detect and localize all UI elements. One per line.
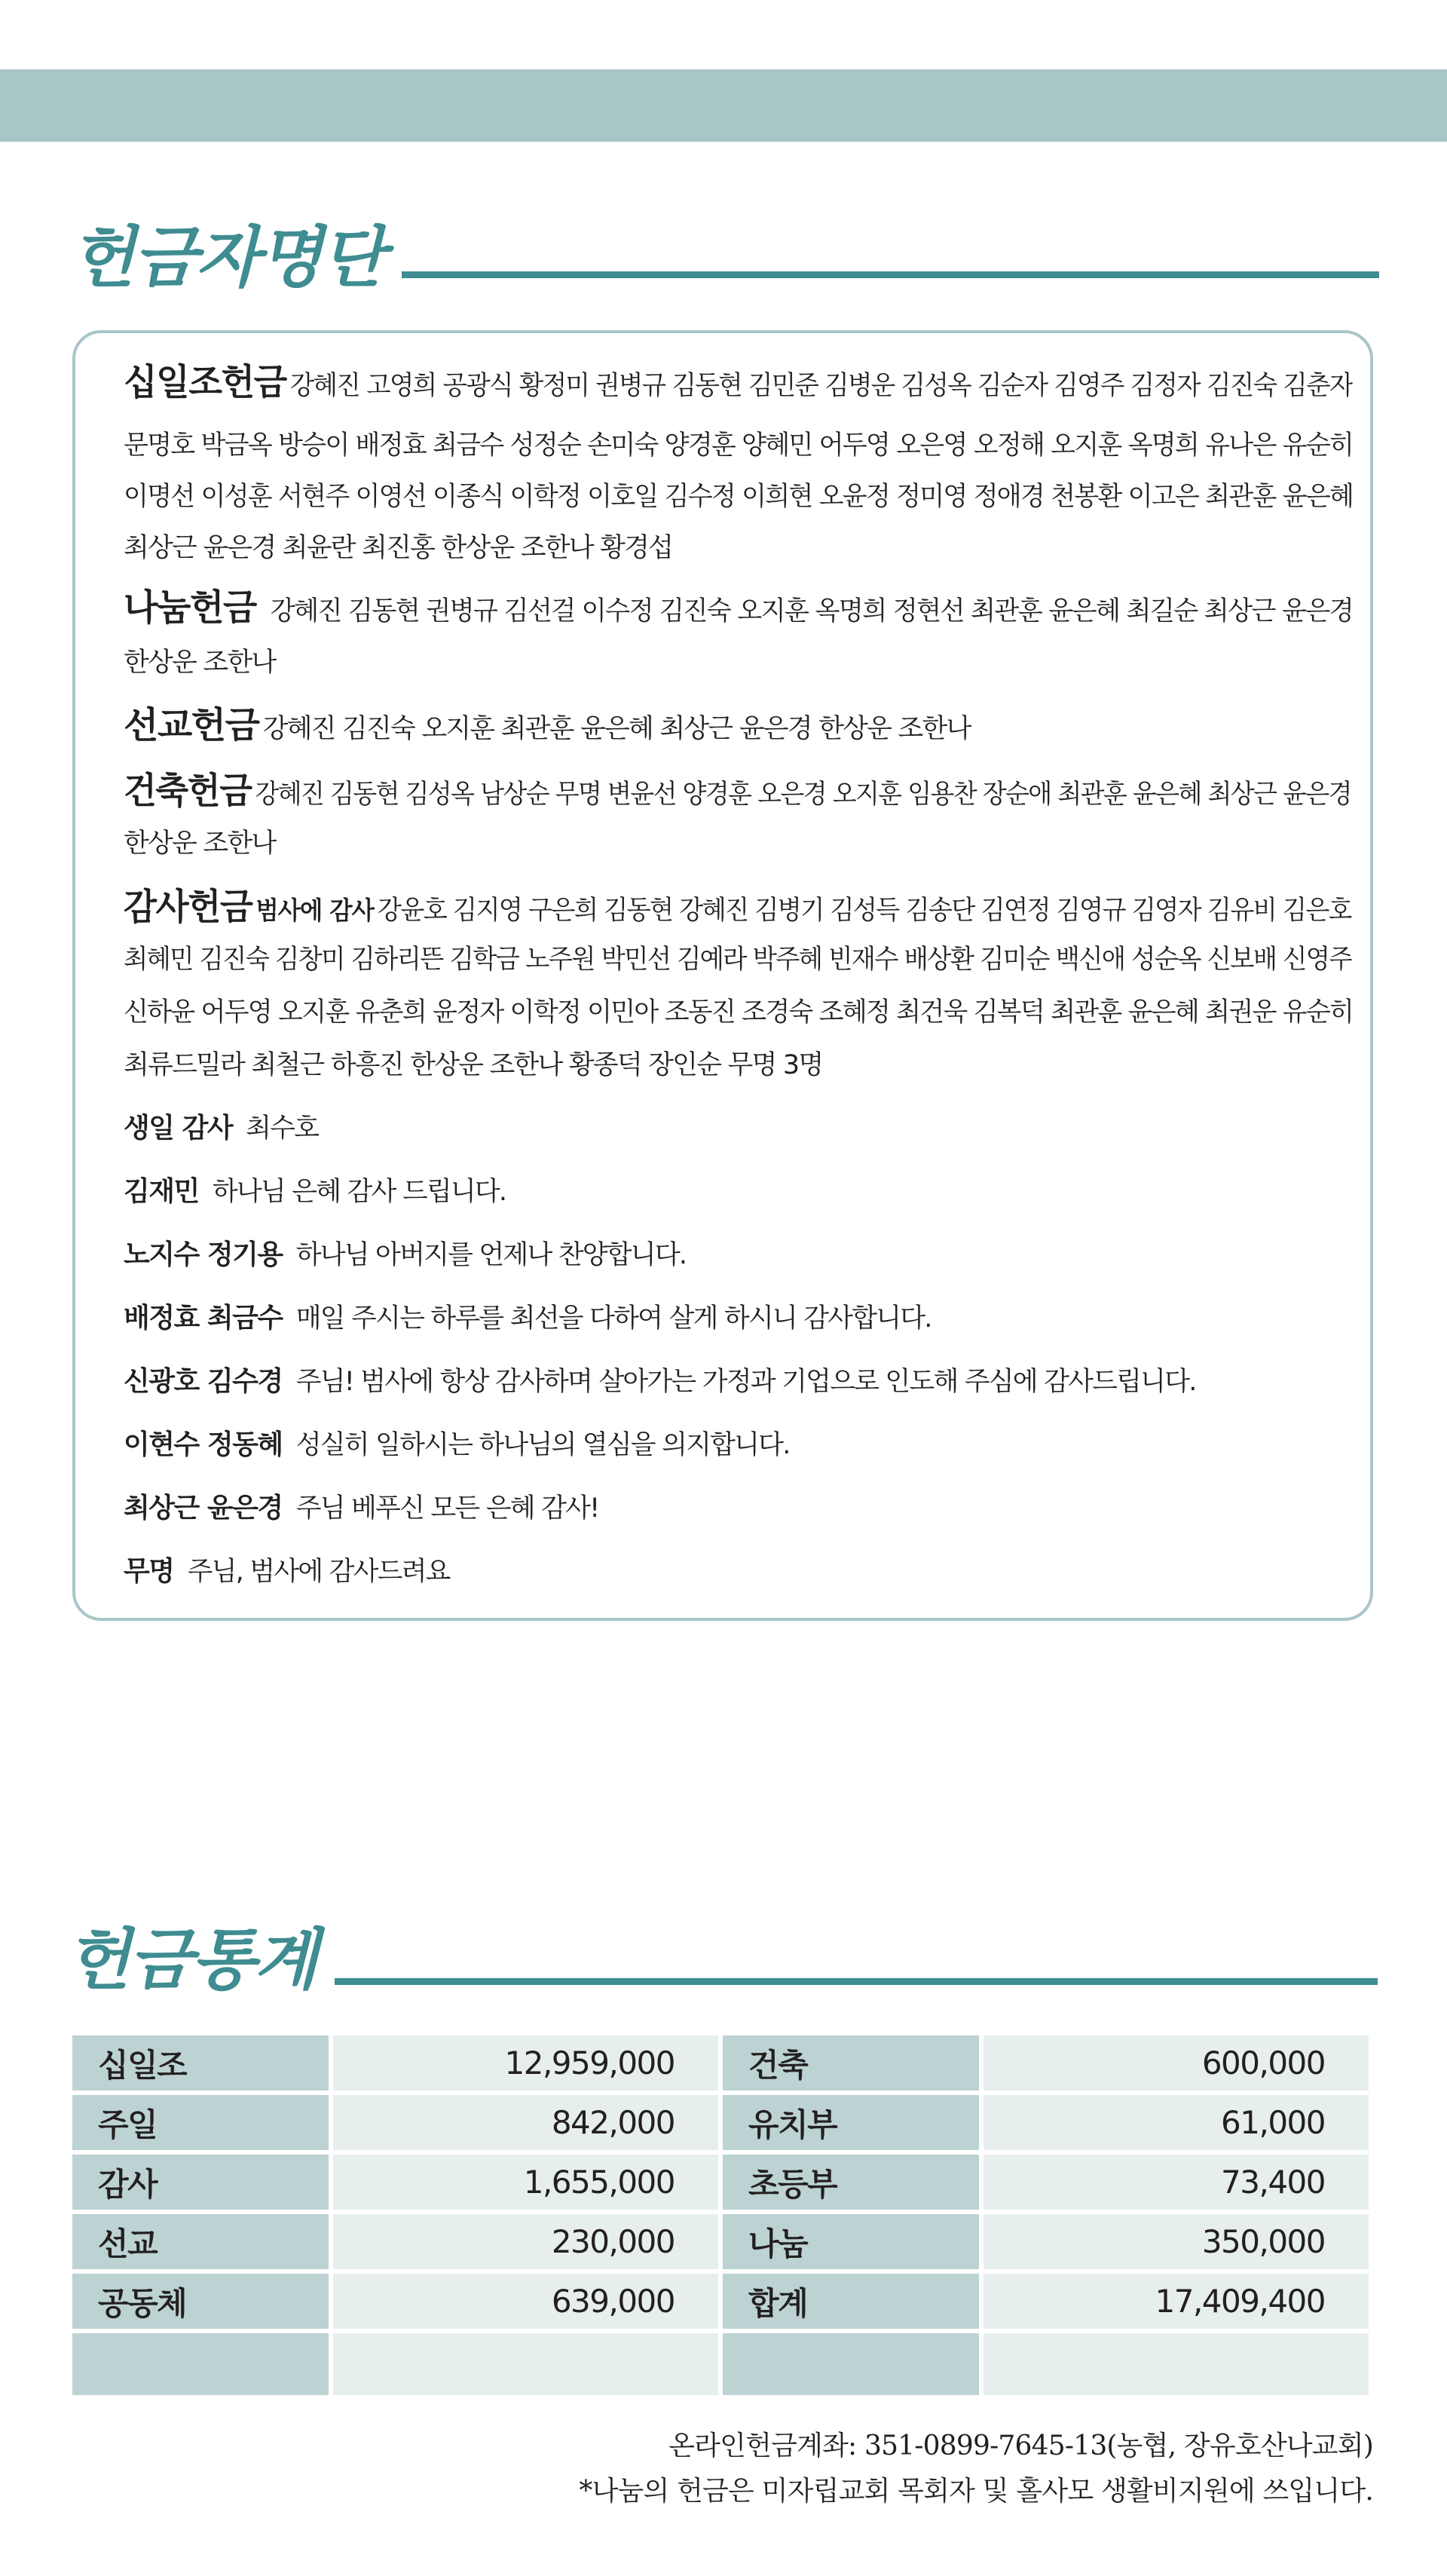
list-item — [124, 702, 1352, 749]
prayer-name: 생일 감사 — [124, 1113, 233, 1144]
prayer-message: 매일 주시는 하루를 최선을 다하여 살게 하시니 감사합니다. — [295, 1303, 932, 1334]
stats-title-rule — [335, 1978, 1378, 1985]
stat-label: 나눔 — [723, 2214, 979, 2269]
donor-names: 강혜진 김진숙 오지훈 최관훈 윤은혜 최상근 윤은경 한상운 조한나 — [262, 714, 971, 744]
stat-value: 639,000 — [333, 2274, 718, 2329]
stat-label: 유치부 — [723, 2095, 979, 2150]
prayer-item — [124, 1169, 1352, 1214]
stat-value — [333, 2333, 718, 2395]
donor-names: 강윤호 김지영 구은희 김동현 강혜진 김병기 김성득 김송단 김연정 김영규 김영자 김유비 김은호 — [377, 896, 1352, 926]
prayer-item — [124, 1106, 1352, 1151]
donor-names: 강혜진 고영희 공광식 황정미 권병규 김동현 김민준 김병운 김성옥 김순자 김영주 김정자 김진숙 김춘자 — [289, 371, 1353, 401]
prayer-item — [124, 1233, 1352, 1278]
list-item — [124, 820, 1352, 867]
list-item — [124, 884, 1351, 930]
table-row — [72, 2274, 1369, 2329]
prayer-item — [124, 1423, 1352, 1468]
category-label: 십일조헌금 — [124, 361, 286, 403]
category-label: 나눔헌금 — [124, 587, 256, 629]
stat-label: 공동체 — [72, 2274, 329, 2329]
prayer-item — [124, 1486, 1352, 1531]
category-label: 감사헌금 — [124, 886, 252, 928]
prayer-message: 주님! 범사에 항상 감사하며 살아가는 가정과 기업으로 인도해 주심에 감사드립니다. — [295, 1367, 1196, 1397]
list-item — [124, 359, 1353, 406]
list-item — [124, 525, 1352, 571]
prayer-message: 성실히 일하시는 하나님의 열심을 의지합니다. — [295, 1430, 790, 1460]
stats-section-title: 헌금통계 — [66, 1921, 317, 1999]
stat-value: 73,400 — [984, 2155, 1369, 2210]
list-item — [124, 584, 1353, 631]
donor-names: 문명호 박금옥 방승이 배정효 최금수 성정순 손미숙 양경훈 양혜민 어두영 오은영 오정해 오지훈 옥명희 유나은 유순히 — [124, 430, 1353, 461]
stat-value: 61,000 — [984, 2095, 1369, 2150]
stat-label: 십일조 — [72, 2035, 329, 2091]
list-item — [124, 473, 1353, 520]
donor-title-rule — [402, 271, 1379, 278]
prayer-item — [124, 1359, 1352, 1404]
category-label: 선교헌금 — [124, 704, 259, 746]
stat-value: 17,409,400 — [984, 2274, 1369, 2329]
donor-names: 강혜진 김동현 김성옥 남상순 무명 변윤선 양경훈 오은경 오지훈 임용찬 장순애 최관훈 윤은혜 최상근 윤은경 — [255, 780, 1351, 810]
donor-names: 최혜민 김진숙 김창미 김하리뜬 김학금 노주원 박민선 김예라 박주혜 빈재수 배상환 김미순 백신애 성순옥 신보배 신영주 — [124, 945, 1352, 975]
donor-section-header — [71, 213, 1379, 303]
list-item — [124, 422, 1353, 469]
donor-names: 한상운 조한나 — [124, 829, 276, 859]
list-item — [124, 639, 1352, 686]
prayer-name: 배정효 최금수 — [124, 1303, 283, 1334]
stat-label — [72, 2333, 329, 2395]
stat-value: 230,000 — [333, 2214, 718, 2269]
prayer-message: 하나님 은혜 감사 드립니다. — [212, 1177, 506, 1207]
prayer-item — [124, 1296, 1352, 1341]
list-item — [124, 936, 1351, 983]
stat-value: 12,959,000 — [333, 2035, 718, 2091]
stat-label: 주일 — [72, 2095, 329, 2150]
table-row — [72, 2095, 1369, 2150]
stat-value — [984, 2333, 1369, 2395]
stat-label: 초등부 — [723, 2155, 979, 2210]
prayer-message: 주님 베푸신 모든 은혜 감사! — [295, 1493, 599, 1524]
donor-names: 한상운 조한나 — [124, 648, 276, 678]
donor-names: 최류드밀라 최철근 하흥진 한상운 조한나 황종덕 장인순 무명 3명 — [124, 1050, 823, 1080]
prayer-name: 노지수 정기용 — [124, 1239, 283, 1270]
prayer-message: 최수호 — [246, 1113, 319, 1144]
stat-value: 350,000 — [984, 2214, 1369, 2269]
nanum-note: *나눔의 헌금은 미자립교회 목회자 및 홀사모 생활비지원에 쓰입니다. — [579, 2476, 1373, 2507]
prayer-message: 하나님 아버지를 언제나 찬양합니다. — [295, 1240, 687, 1270]
category-sublabel: 범사에 감사 — [255, 896, 374, 925]
stat-value: 600,000 — [984, 2035, 1369, 2091]
donor-names: 신하윤 어두영 오지훈 유춘희 윤정자 이학정 이민아 조동진 조경숙 조혜정 최건욱 김복덕 최관훈 윤은혜 최권운 유순히 — [124, 997, 1353, 1028]
donor-names: 이명선 이성훈 서현주 이영선 이종식 이학정 이호일 김수정 이희현 오윤정 정미영 정애경 천봉환 이고은 최관훈 윤은혜 — [124, 482, 1353, 512]
stat-label: 감사 — [72, 2155, 329, 2210]
stat-value: 842,000 — [333, 2095, 718, 2150]
prayer-name: 신광호 김수경 — [124, 1366, 283, 1397]
stat-label: 건축 — [723, 2035, 979, 2091]
stat-label: 선교 — [72, 2214, 329, 2269]
prayer-name: 무명 — [124, 1556, 174, 1587]
category-label: 건축헌금 — [124, 770, 252, 812]
table-row — [72, 2333, 1369, 2395]
prayer-name: 이현수 정동혜 — [124, 1429, 283, 1460]
prayer-message: 주님, 범사에 감사드려요 — [187, 1557, 450, 1587]
stat-value: 1,655,000 — [333, 2155, 718, 2210]
table-row — [72, 2155, 1369, 2210]
account-note: 온라인헌금계좌: 351-0899-7645-13(농협, 장유호산나교회) — [668, 2431, 1373, 2461]
donor-names: 강혜진 김동현 권병규 김선걸 이수정 김진숙 오지훈 옥명희 정현선 최관훈 윤은혜 최길순 최상근 윤은경 — [270, 596, 1353, 626]
stats-table — [68, 2031, 1373, 2400]
donor-names: 최상근 윤은경 최윤란 최진홍 한상운 조한나 황경섭 — [124, 533, 673, 563]
stat-label — [723, 2333, 979, 2395]
stats-section-header — [66, 1915, 1378, 2005]
prayer-item — [124, 1549, 1352, 1594]
table-row — [72, 2035, 1369, 2091]
list-item — [124, 1042, 1352, 1089]
table-row — [72, 2214, 1369, 2269]
stat-label: 합계 — [723, 2274, 979, 2329]
prayer-name: 최상근 윤은경 — [124, 1493, 283, 1524]
donor-section-title: 헌금자명단 — [71, 219, 384, 296]
list-item — [124, 989, 1353, 1036]
top-color-band — [0, 69, 1447, 142]
prayer-name: 김재민 — [124, 1176, 199, 1207]
list-item — [124, 767, 1351, 814]
